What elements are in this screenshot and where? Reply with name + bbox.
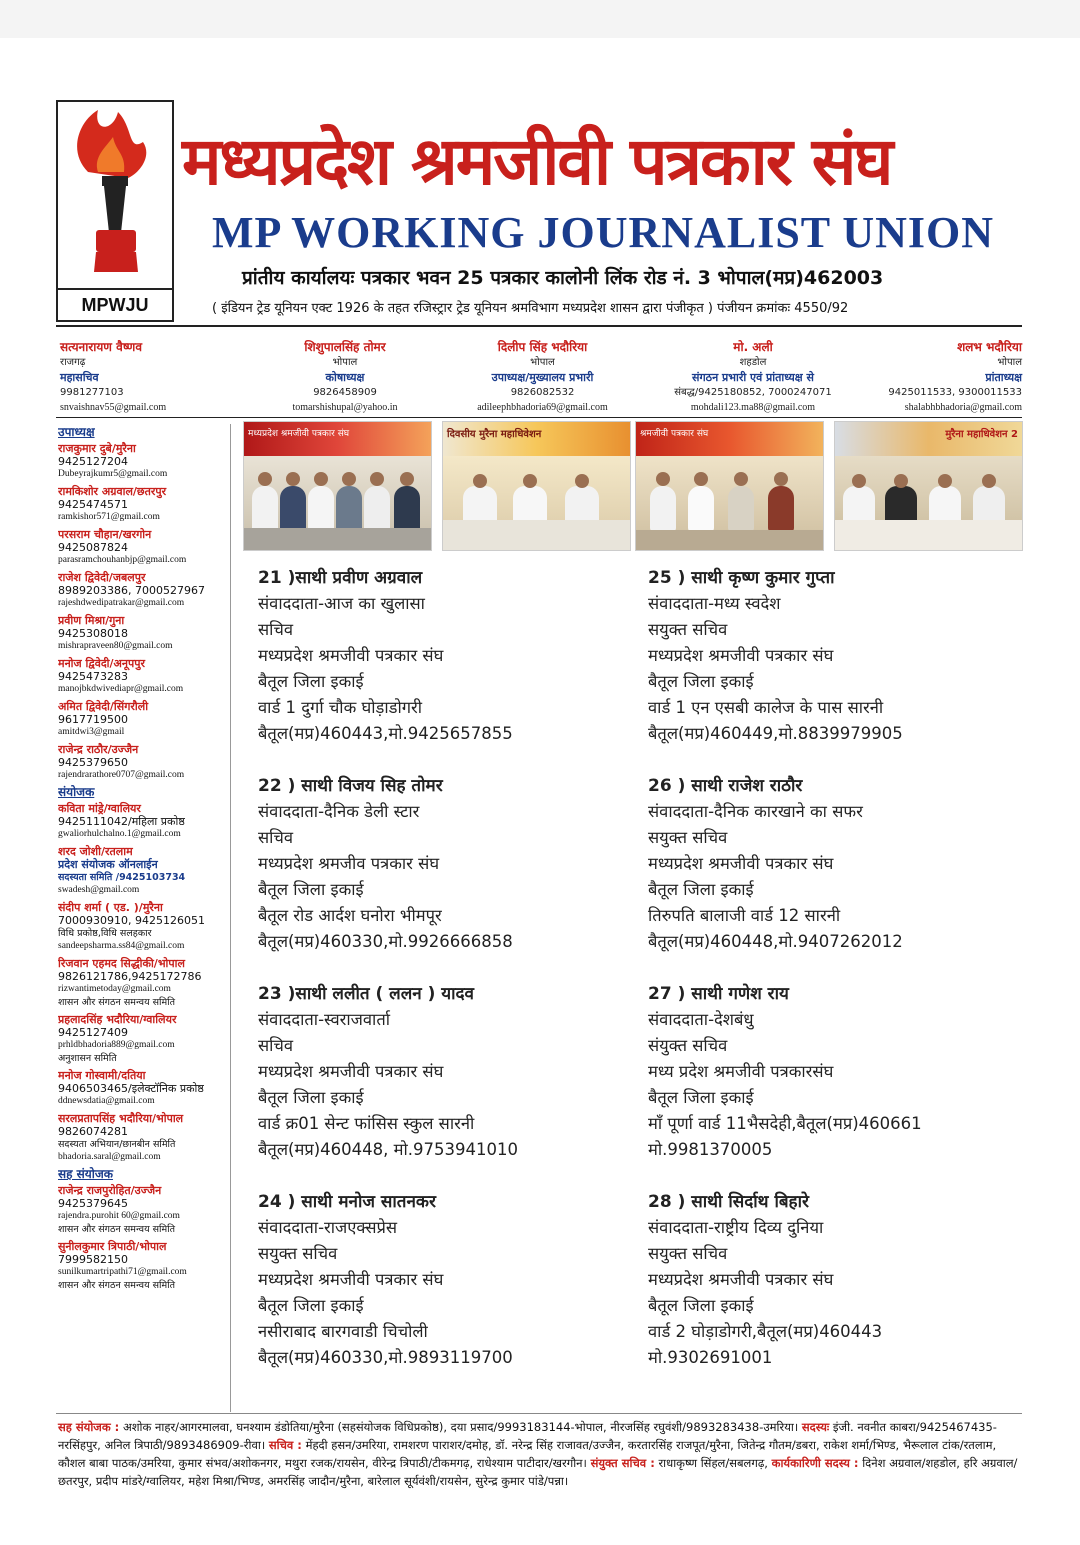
list-item	[58, 743, 230, 782]
member-note: शासन और संगठन समन्वय समिति	[58, 1280, 176, 1291]
entry-line: संवाददाता-मध्य स्वदेश	[648, 594, 781, 613]
photo-banner-text: मध्यप्रदेश श्रमजीवी पत्रकार संघ	[248, 429, 350, 439]
entry-heading: 25 ) साथी कृष्ण कुमार गुप्ता	[648, 568, 835, 588]
member-name: सरलप्रतापसिंह भदौरिया/भोपाल	[58, 1112, 184, 1125]
officer-city: भोपाल	[332, 357, 358, 368]
officer-phone: संबद्ध/9425180852, 7000247071	[674, 387, 832, 398]
member-entry-27	[648, 981, 1024, 1163]
list-item	[58, 442, 230, 481]
entry-line: मध्यप्रदेश श्रमजीवी पत्रकार संघ	[648, 1270, 834, 1289]
entry-line: तिरुपति बालाजी वार्ड 12 सारनी	[648, 906, 841, 925]
officer-email: shalabhbhadoria@gmail.com	[904, 402, 1022, 413]
entry-line: संयुक्त सचिव	[648, 1036, 728, 1055]
member-phone: 9425379645	[58, 1197, 128, 1210]
officer-role: महासचिव	[60, 371, 99, 384]
member-entry-25	[648, 565, 1024, 747]
entry-line: मध्यप्रदेश श्रमजीवी पत्रकार संघ	[648, 854, 834, 873]
photo-table	[443, 520, 630, 550]
person-head	[575, 474, 589, 488]
list-item	[58, 614, 230, 653]
entry-heading: 27 ) साथी गणेश राय	[648, 984, 789, 1004]
member-phone: 8989203386, 7000527967	[58, 584, 205, 597]
entry-line: बैतूल जिला इकाई	[258, 672, 364, 691]
officer-city: शहडोल	[739, 357, 767, 368]
member-phone: 7000930910, 9425126051	[58, 914, 205, 927]
person-head	[258, 472, 272, 486]
member-note: सदस्यता अभियान/छानबीन समिति	[58, 1139, 176, 1150]
co-convener-label: सह संयोजक :	[58, 1420, 120, 1434]
member-email: sunilkumartripathi71@gmail.com	[58, 1267, 187, 1277]
entry-line: संवाददाता-राजएक्सप्रेस	[258, 1218, 398, 1237]
secretary-label: सचिव :	[268, 1438, 302, 1452]
member-email: rizwantimetoday@gmail.com	[58, 984, 171, 994]
entry-line: संवाददाता-राष्ट्रीय दिव्य दुनिया	[648, 1218, 824, 1237]
person-head	[734, 472, 748, 486]
member-email: Dubeyrajkumr5@gmail.com	[58, 469, 168, 479]
person-head	[894, 474, 908, 488]
entry-line: सयुक्त सचिव	[648, 1244, 728, 1263]
photo-banner-text: मुरैना महाधिवेशन 2	[945, 429, 1018, 440]
officer-organisation-incharge	[648, 340, 858, 415]
member-note: विधि प्रकोष्ठ,विधि सलहकार	[58, 928, 152, 939]
member-label: सदस्यः	[801, 1420, 830, 1434]
officer-general-secretary	[60, 340, 220, 415]
list-item	[58, 845, 230, 897]
entry-line: बैतूल जिला इकाई	[648, 672, 754, 691]
person-head	[473, 474, 487, 488]
union-logo	[56, 100, 174, 322]
member-entry-22	[258, 773, 628, 955]
list-item	[58, 802, 230, 841]
entry-heading: 22 ) साथी विजय सिह तोमर	[258, 776, 443, 796]
executive-member-label: कार्यकारिणी सदस्य :	[771, 1456, 859, 1470]
event-photo-4	[834, 421, 1023, 551]
person-head	[400, 472, 414, 486]
officer-name: शलभ भदौरिया	[957, 340, 1022, 354]
person-head	[694, 472, 708, 486]
member-phone: 9406503465/इलेक्टॉनिक प्रकोष्ठ	[58, 1082, 204, 1095]
list-item	[58, 901, 230, 953]
joint-secretary-text: राधाकृष्ण सिंहल/सबलगढ़,	[658, 1456, 768, 1470]
person-head	[938, 474, 952, 488]
person-figure	[650, 486, 676, 532]
officer-email: snvaishnav55@gmail.com	[60, 402, 167, 413]
officer-city: राजगढ़	[60, 357, 86, 368]
member-email: rajeshdwedipatrakar@gmail.com	[58, 598, 185, 608]
person-head	[286, 472, 300, 486]
entry-line: बैतूल(मप्र)460449,मो.8839979905	[648, 724, 903, 743]
list-item	[58, 485, 230, 524]
member-name: राजेश द्विवेदी/जबलपुर	[58, 571, 146, 584]
officer-city: भोपाल	[530, 357, 555, 368]
member-name: सुनीलकुमार त्रिपाठी/भोपाल	[58, 1240, 167, 1253]
entry-line: मध्यप्रदेश श्रमजीवी पत्रकार संघ	[258, 1062, 444, 1081]
member-name: मनोज द्विवेदी/अनूपपुर	[58, 657, 146, 670]
officer-name: सत्यनारायण वैष्णव	[60, 340, 143, 354]
entry-line: बैतूल जिला इकाई	[648, 1088, 754, 1107]
member-phone: 9425127204	[58, 455, 128, 468]
member-entry-26	[648, 773, 1024, 955]
entry-line: सयुक्त सचिव	[258, 1244, 338, 1263]
office-address: प्रांतीय कार्यालयः पत्रकार भवन 25 पत्रकार कालोनी लिंक रोड नं. 3 भोपाल(मप्र)462003	[242, 267, 884, 289]
member-phone: 9425474571	[58, 498, 128, 511]
entry-line: संवाददाता-स्वराजवार्ता	[258, 1010, 391, 1029]
list-item	[58, 1184, 230, 1236]
entry-line: बैतूल(मप्र)460448, मो.9753941010	[258, 1140, 518, 1159]
member-name: कविता मांड्रे/ग्वालियर	[58, 802, 141, 815]
entry-line: सयुक्त सचिव	[648, 620, 728, 639]
executive-member-text: दिनेश अग्रवाल/शहडोल, हरि अग्रवाल/छतरपुर, प्रदीप मांडरे/ग्वालियर, महेश मिश्रा/भिण्ड, अमरसिंह जादौन/मुरैना, बारेलाल सूर्यवंशी/रायसेन, सुरेन्द्र कुमार पांडे/पन्ना।	[58, 1456, 1018, 1488]
photo-banner	[835, 422, 1022, 456]
officer-email: mohdali123.ma88@gmail.com	[690, 402, 816, 413]
photo-banner	[244, 422, 431, 456]
list-item	[58, 657, 230, 696]
member-phone: 9425127409	[58, 1026, 128, 1039]
member-email: bhadoria.saral@gmail.com	[58, 1152, 161, 1162]
member-email: sandeepsharma.ss84@gmail.com	[58, 941, 185, 951]
officer-name: दिलीप सिंह भदौरिया	[497, 340, 588, 354]
member-email: rajendra.purohit 60@gmail.com	[58, 1211, 180, 1221]
officer-phone: 9826458909	[313, 387, 377, 398]
officer-vice-president	[445, 340, 640, 415]
person-head	[370, 472, 384, 486]
entry-line: सयुक्त सचिव	[648, 828, 728, 847]
officer-name: शिशुपालसिंह तोमर	[304, 340, 386, 354]
entry-line: सचिव	[258, 1036, 294, 1055]
member-entry-23	[258, 981, 628, 1163]
entry-line: वार्ड क्र01 सेन्ट फांसिस स्कुल सारनी	[258, 1114, 475, 1133]
member-name: राजेन्द्र राठौर/उज्जैन	[58, 743, 139, 756]
officer-email: tomarshishupal@yahoo.in	[292, 402, 398, 413]
top-strip	[0, 0, 1080, 38]
entry-line: संवाददाता-देशबंधु	[648, 1010, 754, 1029]
entry-line: मध्यप्रदेश श्रमजीवी पत्रकार संघ	[258, 646, 444, 665]
person-head	[342, 472, 356, 486]
officer-role: संगठन प्रभारी एवं प्रांताध्यक्ष से	[692, 371, 814, 384]
member-phone: 9617719500	[58, 713, 128, 726]
officer-phone: 9425011533, 9300011533	[888, 387, 1022, 398]
photo-floor	[244, 528, 431, 550]
event-photo-2	[442, 421, 631, 551]
person-head	[523, 474, 537, 488]
member-note: सदस्यता समिति /9425103734	[58, 872, 186, 883]
photo-banner	[443, 422, 630, 456]
photo-floor	[636, 530, 823, 550]
list-item	[58, 528, 230, 567]
secretary-text: मेंहदी हसन/उमरिया, रामशरण पाराशर/दमोह, डॉ. नरेन्द्र सिंह राजावत/उज्जैन, करतारसिंह राजपूत/मुरैना, जितेन्द्र गौतम/डबरा, राकेश शर्मा/भिण्ड, भैरूलाल टांक/रतलाम, कौशल बाबा पाठक/उमरिया, कुमार संभव/अशोकनगर, मथुरा रजक/रायसेन, वीरेन्द्र त्रिपाठी/टीकमगढ़, राधेश्याम पाटीदार/खरगौन।	[58, 1438, 997, 1470]
member-phone: 9425379650	[58, 756, 128, 769]
person-head	[852, 474, 866, 488]
member-name: अमित द्विवेदी/सिंगरौली	[58, 700, 149, 713]
torch-pen-icon	[58, 102, 172, 290]
footer-divider	[56, 1413, 1022, 1414]
entry-line: मध्यप्रदेश श्रमजीवी पत्रकार संघ	[258, 1270, 444, 1289]
member-email: rajendrarathore0707@gmail.com	[58, 770, 185, 780]
member-phone: 9425308018	[58, 627, 128, 640]
member-email: swadesh@gmail.com	[58, 885, 140, 895]
entry-line: संवाददाता-दैनिक डेली स्टार	[258, 802, 420, 821]
member-phone: 7999582150	[58, 1253, 128, 1266]
title-english: MP WORKING JOURNALIST UNION	[212, 208, 995, 257]
officer-phone: 9826082532	[510, 387, 575, 398]
member-text: इंजी. नवनीत काबरा/9425467435-नरसिंहपुर, अनिल त्रिपाठी/9893486909-रीवा।	[58, 1420, 997, 1452]
officer-email: adileephbhadoria69@gmail.com	[477, 402, 608, 413]
officer-role: प्रांताध्यक्ष	[985, 371, 1022, 384]
entry-line: नसीराबाद बारगवाडी चिचोली	[258, 1322, 428, 1341]
member-name: राजेन्द्र राजपुरोहित/उज्जैन	[58, 1184, 162, 1197]
entry-line: बैतूल जिला इकाई	[258, 1088, 364, 1107]
convener-heading: संयोजक	[58, 785, 95, 799]
joint-secretary-label: संयुक्त सचिव :	[590, 1456, 655, 1470]
person-head	[656, 472, 670, 486]
event-photo-3	[635, 421, 824, 551]
member-note: शासन और संगठन समन्वय समिति	[58, 997, 176, 1008]
person-figure	[394, 486, 420, 532]
person-figure	[768, 486, 794, 532]
member-name: रामकिशोर अग्रवाल/छतरपुर	[58, 485, 167, 498]
entry-heading: 28 ) साथी सिर्दाथ बिहारे	[648, 1192, 809, 1212]
list-item	[58, 957, 230, 1009]
entry-line: माँ पूर्णा वार्ड 11भैसदेही,बैतूल(मप्र)460661	[648, 1114, 922, 1133]
registration-line: ( इंडियन ट्रेड यूनियन एक्ट 1926 के तहत रजिस्ट्रार ट्रेड यूनियन श्रमविभाग मध्यप्रदेश शासन द्वारा पंजीकृत ) पंजीयन क्रमांकः 4550/92	[212, 301, 849, 316]
entry-line: बैतूल जिला इकाई	[648, 1296, 754, 1315]
header-divider	[56, 325, 1022, 327]
member-name: राजकुमार दुबे/मुरैना	[58, 442, 136, 455]
list-item	[58, 571, 230, 610]
person-head	[774, 472, 788, 486]
member-name: प्रवीण मिश्रा/गुना	[58, 614, 125, 627]
entry-line: बैतूल जिला इकाई	[648, 880, 754, 899]
sidebar	[58, 424, 231, 1412]
footer-office-bearers	[58, 1418, 1024, 1490]
member-entry-24	[258, 1189, 628, 1371]
entry-line: संवाददाता-आज का खुलासा	[258, 594, 425, 613]
member-phone: 9425473283	[58, 670, 128, 683]
member-entry-21	[258, 565, 628, 747]
officer-name: मो. अली	[733, 340, 773, 354]
vice-president-heading: उपाध्यक्ष	[58, 425, 95, 439]
member-email: mishrapraveen80@gmail.com	[58, 641, 173, 651]
member-name: प्रहलादसिंह भदौरिया/ग्वालियर	[58, 1013, 177, 1026]
member-name: संदीप शर्मा ( एड. )/मुरैना	[58, 901, 163, 914]
entry-line: संवाददाता-दैनिक कारखाने का सफर	[648, 802, 863, 821]
member-name: शरद जोशी/रतलाम	[58, 845, 133, 858]
officer-role: उपाध्यक्ष/मुख्यालय प्रभारी	[491, 371, 594, 384]
member-email: manojbkdwivediapr@gmail.com	[58, 684, 184, 694]
entry-line: बैतूल(मप्र)460330,मो.9893119700	[258, 1348, 513, 1367]
member-name: परसराम चौहान/खरगोन	[58, 528, 152, 541]
officer-state-president	[868, 340, 1022, 415]
entry-line: मो.9302691001	[648, 1348, 773, 1367]
event-photo-1	[243, 421, 432, 551]
member-phone: 9425087824	[58, 541, 128, 554]
entry-line: बैतूल(मप्र)460448,मो.9407262012	[648, 932, 903, 951]
entry-line: बैतूल जिला इकाई	[258, 1296, 364, 1315]
member-name: रिजवान एहमद सिद्धीकी/भोपाल	[58, 957, 185, 970]
member-note: शासन और संगठन समन्वय समिति	[58, 1224, 176, 1235]
person-head	[314, 472, 328, 486]
member-name: मनोज गोस्वामी/दतिया	[58, 1069, 146, 1082]
officer-role: कोषाध्यक्ष	[325, 371, 365, 384]
member-phone: 9826121786,9425172786	[58, 970, 202, 983]
entry-line: सचिव	[258, 620, 294, 639]
entry-line: बैतूल जिला इकाई	[258, 880, 364, 899]
entry-line: बैतूल(मप्र)460330,मो.9926666858	[258, 932, 513, 951]
logo-abbreviation: MPWJU	[58, 288, 172, 320]
photo-banner-text: श्रमजीवी पत्रकार संघ	[640, 429, 709, 439]
co-convener-text: अशोक नाहर/आगरमालवा, घनश्याम डंडोतिया/मुरैना (सहसंयोजक विधिप्रकोष्ठ), दया प्रसाद/9993183144-भोपाल, नीरजसिंह रघुवंशी/9893283438-उमरिया।	[122, 1420, 799, 1434]
officer-phone: 9981277103	[60, 387, 124, 398]
member-entry-28	[648, 1189, 1024, 1371]
person-figure	[336, 486, 362, 532]
entry-line: मो.9981370005	[648, 1140, 773, 1159]
member-email: amitdwi3@gmail	[58, 727, 125, 737]
title-hindi: मध्यप्रदेश श्रमजीवी पत्रकार संघ	[182, 123, 892, 200]
entry-line: मध्यप्रदेश श्रमजीवी पत्रकार संघ	[648, 646, 834, 665]
list-item	[58, 1112, 230, 1164]
entry-heading: 21 )साथी प्रवीण अग्रवाल	[258, 568, 423, 588]
person-head	[982, 474, 996, 488]
entry-line: बैतूल(मप्र)460443,मो.9425657855	[258, 724, 513, 743]
person-figure	[364, 486, 390, 532]
member-phone: प्रदेश संयोजक ऑनलाईन	[58, 858, 158, 871]
member-phone: 9826074281	[58, 1125, 128, 1138]
person-figure	[688, 486, 714, 532]
entry-line: वार्ड 1 दुर्गा चौक घोड़ाडोगरी	[258, 698, 423, 717]
member-email: ramkishor571@gmail.com	[58, 512, 160, 522]
member-phone: 9425111042/महिला प्रकोष्ठ	[58, 815, 185, 828]
entry-line: वार्ड 1 एन एसबी कालेज के पास सारनी	[648, 698, 884, 717]
list-item	[58, 1240, 230, 1292]
officer-city: भोपाल	[997, 357, 1022, 368]
member-note: अनुशासन समिति	[58, 1053, 117, 1064]
entry-line: वार्ड 2 घोड़ाडोगरी,बैतूल(मप्र)460443	[648, 1322, 883, 1341]
person-figure	[728, 486, 754, 532]
entry-line: सचिव	[258, 828, 294, 847]
entry-line: मध्यप्रदेश श्रमजीव पत्रकार संघ	[258, 854, 440, 873]
member-email: prhldbhadoria889@gmail.com	[58, 1040, 175, 1050]
list-item	[58, 1069, 230, 1108]
member-email: ddnewsdatia@gmail.com	[58, 1096, 155, 1106]
photo-table	[835, 520, 1022, 550]
person-figure	[252, 486, 278, 532]
entry-line: बैतूल रोड आर्दश घनोरा भीमपूर	[258, 906, 442, 925]
officers-divider	[56, 417, 1022, 418]
person-figure	[280, 486, 306, 532]
list-item	[58, 1013, 230, 1065]
list-item	[58, 700, 230, 739]
member-email: gwaliorhulchalno.1@gmail.com	[58, 829, 181, 839]
entry-heading: 26 ) साथी राजेश राठौर	[648, 776, 803, 796]
photo-banner-text: दिवसीय मुरैना महाधिवेशन	[447, 429, 542, 440]
entry-line: मध्य प्रदेश श्रमजीवी पत्रकारसंघ	[648, 1062, 834, 1081]
person-figure	[308, 486, 334, 532]
member-email: parasramchouhanbjp@gmail.com	[58, 555, 187, 565]
photo-banner	[636, 422, 823, 456]
entry-heading: 24 ) साथी मनोज सातनकर	[258, 1192, 436, 1212]
officer-treasurer	[270, 340, 420, 415]
entry-heading: 23 )साथी ललीत ( ललन ) यादव	[258, 984, 475, 1004]
co-convener-heading: सह संयोजक	[58, 1167, 113, 1181]
